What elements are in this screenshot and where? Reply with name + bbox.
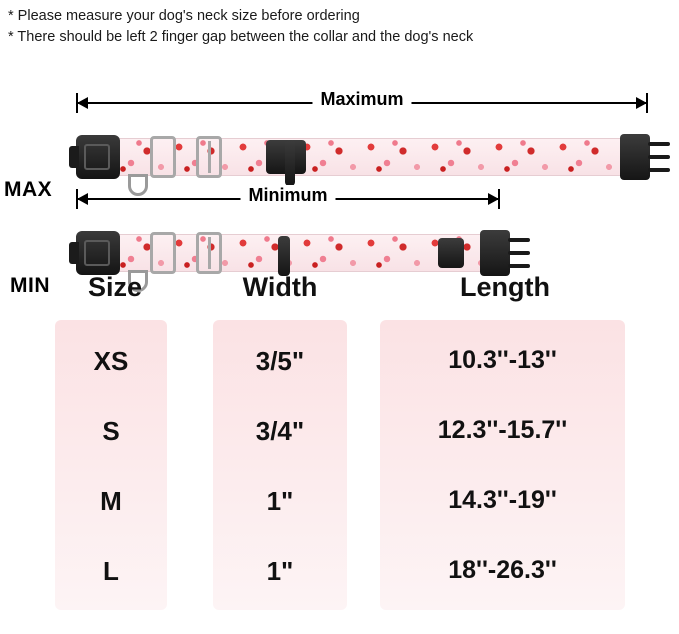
buckle-max [76,135,120,179]
cell-length-3: 18''-26.3'' [448,556,557,584]
cell-width-1: 3/4" [255,416,305,446]
cell-width-0: 3/5" [255,346,305,376]
adjuster-bar-max [285,140,295,186]
note-measure-neck: * Please measure your dog's neck size before ordering [8,8,360,24]
column-width [213,320,347,610]
cell-length-2: 14.3''-19'' [448,486,557,514]
cell-size-0: XS [93,346,129,376]
metal-slider-min-1 [150,232,176,274]
cell-width-2: 1" [266,486,294,516]
cell-size-3: L [103,556,119,586]
cell-length-0: 10.3''-13'' [448,346,557,374]
clip-prong-max-2 [648,155,670,159]
cell-width-3: 1" [266,556,294,586]
header-width: Width [242,272,318,302]
table-header-row [0,272,679,316]
max-row-label: MAX [4,178,53,201]
clip-prong-max-1 [648,142,670,146]
d-ring-max [128,174,148,196]
header-length: Length [460,272,550,302]
clip-prong-min-2 [508,251,530,255]
clip-prong-min-3 [508,264,530,268]
minimum-arrow-left-head [77,193,88,205]
maximum-arrow-left-head [77,97,88,109]
clip-min [480,230,510,276]
minimum-arrow-right-head [488,193,499,205]
collar-strap-max [108,138,638,176]
adjuster-min-2 [438,238,464,268]
cell-size-2: M [100,486,122,516]
column-size [55,320,167,610]
metal-slider-max-2 [196,136,222,178]
adjuster-min [278,236,290,276]
instruction-notes [0,0,679,48]
buckle-min [76,231,120,275]
maximum-measure-arrow [76,89,648,109]
metal-slider-min-2 [196,232,222,274]
minimum-measure-arrow [76,185,500,205]
metal-slider-max-1 [150,136,176,178]
maximum-label: Maximum [312,89,411,110]
minimum-label: Minimum [241,185,336,206]
min-row-label: MIN [10,274,50,297]
cell-size-1: S [102,416,120,446]
cell-length-1: 12.3''-15.7'' [437,416,568,444]
maximum-arrow-right-head [636,97,647,109]
clip-prong-max-3 [648,168,670,172]
size-chart-table [0,272,679,586]
clip-max [620,134,650,180]
note-finger-gap: * There should be left 2 finger gap between the collar and the dog's neck [8,29,474,45]
clip-prong-min-1 [508,238,530,242]
header-size: Size [87,272,143,302]
column-length [380,320,625,610]
